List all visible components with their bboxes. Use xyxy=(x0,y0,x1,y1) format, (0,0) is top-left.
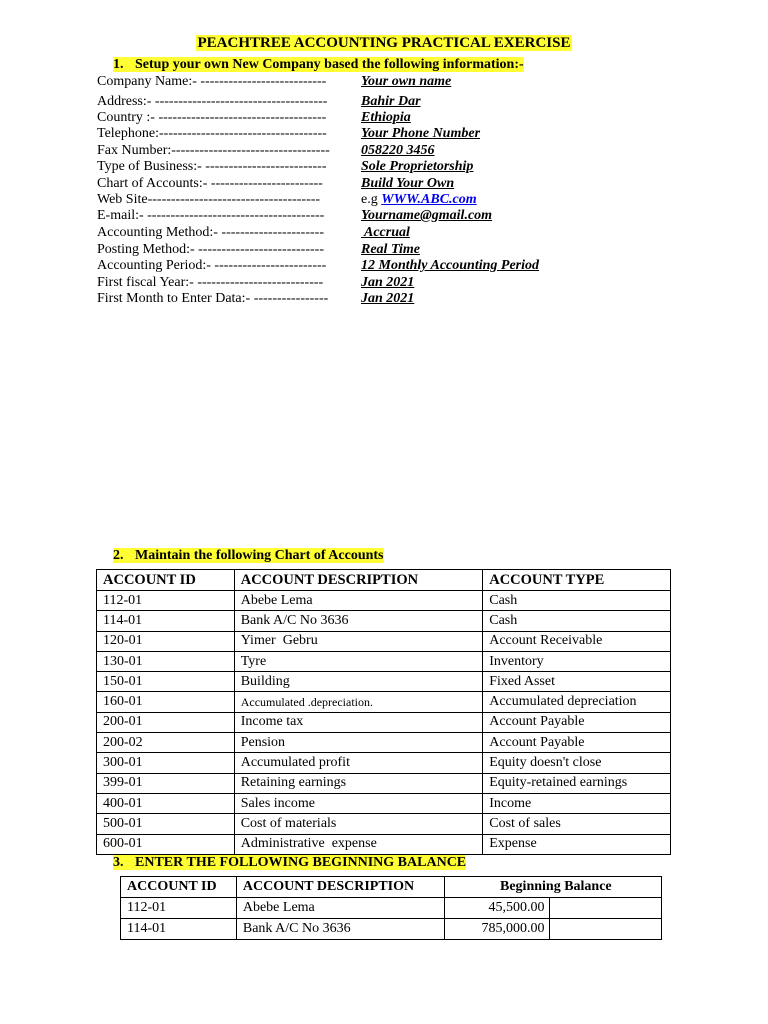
account-type-cell: Equity doesn't close xyxy=(483,753,671,773)
account-id-cell: 114-01 xyxy=(121,919,237,940)
account-description-cell: Abebe Lema xyxy=(234,591,483,611)
account-description-cell: Tyre xyxy=(234,651,483,671)
info-label: Posting Method:- --------------------------- xyxy=(97,242,324,257)
document-title-text: PEACHTREE ACCOUNTING PRACTICAL EXERCISE xyxy=(197,35,571,51)
column-header-account-type: ACCOUNT TYPE xyxy=(483,570,671,591)
account-id-cell: 200-01 xyxy=(97,712,235,732)
account-type-cell: Account Payable xyxy=(483,733,671,753)
account-id-cell: 120-01 xyxy=(97,631,235,651)
account-type-cell: Fixed Asset xyxy=(483,672,671,692)
account-description-cell: Accumulated .depreciation. xyxy=(234,692,483,712)
account-id-cell: 200-02 xyxy=(97,733,235,753)
account-id-cell: 112-01 xyxy=(121,898,237,919)
account-type-cell: Cash xyxy=(483,591,671,611)
balance-extra-cell xyxy=(550,919,662,940)
account-type-cell: Cost of sales xyxy=(483,814,671,834)
table-header-row xyxy=(97,570,671,591)
balance-extra-cell xyxy=(550,898,662,919)
account-id-cell: 150-01 xyxy=(97,672,235,692)
section-1-number: 1. xyxy=(113,57,124,72)
info-value: Your own name xyxy=(361,74,452,89)
table-row xyxy=(97,773,671,793)
column-header-account-description: ACCOUNT DESCRIPTION xyxy=(236,877,444,898)
account-description-cell: Administrative expense xyxy=(234,834,483,854)
table-row xyxy=(97,631,671,651)
table-row xyxy=(121,919,662,940)
account-type-cell: Inventory xyxy=(483,651,671,671)
info-label: Fax Number:---------------------------------- xyxy=(97,143,330,158)
account-description-cell: Retaining earnings xyxy=(234,773,483,793)
table-row xyxy=(97,672,671,692)
info-label: Address:- ------------------------------------- xyxy=(97,94,328,109)
info-value: Sole Proprietorship xyxy=(361,159,474,174)
account-description-cell: Sales income xyxy=(234,793,483,813)
info-value: Accrual xyxy=(361,225,410,240)
chart-of-accounts-table xyxy=(96,569,671,855)
info-value: Bahir Dar xyxy=(361,94,421,109)
info-label: Type of Business:- -------------------------- xyxy=(97,159,327,174)
info-label: Chart of Accounts:- ------------------------ xyxy=(97,176,323,191)
info-label: First fiscal Year:- --------------------------- xyxy=(97,275,324,290)
table-row xyxy=(97,692,671,712)
table-row xyxy=(97,733,671,753)
section-2-number: 2. xyxy=(113,548,124,563)
account-id-cell: 400-01 xyxy=(97,793,235,813)
account-type-cell: Account Payable xyxy=(483,712,671,732)
balance-amount-cell: 45,500.00 xyxy=(444,898,550,919)
info-value-prefix: e.g xyxy=(361,192,382,207)
table-row xyxy=(97,793,671,813)
info-value: Yourname@gmail.com xyxy=(361,208,493,223)
table-row xyxy=(97,834,671,854)
info-value: Ethiopia xyxy=(361,110,411,125)
account-description-cell: Abebe Lema xyxy=(236,898,444,919)
account-id-cell: 300-01 xyxy=(97,753,235,773)
account-description-cell: Cost of materials xyxy=(234,814,483,834)
info-value xyxy=(361,192,477,208)
section-3-number: 3. xyxy=(113,855,124,870)
balance-amount-cell: 785,000.00 xyxy=(444,919,550,940)
account-description-cell: Pension xyxy=(234,733,483,753)
account-description-cell: Bank A/C No 3636 xyxy=(234,611,483,631)
column-header-account-description: ACCOUNT DESCRIPTION xyxy=(234,570,483,591)
account-id-cell: 160-01 xyxy=(97,692,235,712)
info-value: Build Your Own xyxy=(361,176,455,191)
info-label: E-mail:- -------------------------------------- xyxy=(97,208,325,223)
table-row xyxy=(121,898,662,919)
account-description-cell: Yimer Gebru xyxy=(234,631,483,651)
beginning-balance-table xyxy=(120,876,662,940)
info-value: 12 Monthly Accounting Period xyxy=(361,258,540,273)
table-row xyxy=(97,712,671,732)
table-row xyxy=(97,591,671,611)
table-row xyxy=(97,651,671,671)
info-label: Country :- ------------------------------------ xyxy=(97,110,327,125)
section-1-heading-text: Setup your own New Company based the following information:- xyxy=(135,57,524,72)
info-value: Jan 2021 xyxy=(361,275,415,290)
account-description-cell: Accumulated profit xyxy=(234,753,483,773)
account-id-cell: 130-01 xyxy=(97,651,235,671)
account-description-cell: Building xyxy=(234,672,483,692)
website-link[interactable]: WWW.ABC.com xyxy=(381,192,477,207)
column-header-account-id: ACCOUNT ID xyxy=(97,570,235,591)
table-row xyxy=(97,611,671,631)
account-description-cell: Bank A/C No 3636 xyxy=(236,919,444,940)
table-row xyxy=(97,753,671,773)
info-label: Telephone:------------------------------------ xyxy=(97,126,327,141)
account-id-cell: 500-01 xyxy=(97,814,235,834)
account-description-cell: Income tax xyxy=(234,712,483,732)
document-title xyxy=(0,35,768,52)
info-value: 058220 3456 xyxy=(361,143,435,158)
account-type-cell: Equity-retained earnings xyxy=(483,773,671,793)
info-label: First Month to Enter Data:- ---------------- xyxy=(97,291,329,306)
account-type-cell: Income xyxy=(483,793,671,813)
account-type-cell: Cash xyxy=(483,611,671,631)
account-id-cell: 112-01 xyxy=(97,591,235,611)
column-header-account-id: ACCOUNT ID xyxy=(121,877,237,898)
info-value: Real Time xyxy=(361,242,420,257)
table-header-row xyxy=(121,877,662,898)
column-header-beginning-balance: Beginning Balance xyxy=(444,877,661,898)
section-2-heading xyxy=(113,548,384,564)
info-label: Web Site------------------------------------- xyxy=(97,192,321,207)
account-id-cell: 399-01 xyxy=(97,773,235,793)
table-row xyxy=(97,814,671,834)
section-3-heading xyxy=(113,855,466,871)
section-3-heading-text: ENTER THE FOLLOWING BEGINNING BALANCE xyxy=(135,855,467,870)
account-type-cell: Expense xyxy=(483,834,671,854)
info-value: Your Phone Number xyxy=(361,126,481,141)
info-label: Accounting Period:- ------------------------ xyxy=(97,258,327,273)
section-1-heading xyxy=(113,57,524,73)
account-id-cell: 114-01 xyxy=(97,611,235,631)
info-label: Company Name:- --------------------------- xyxy=(97,74,327,89)
account-type-cell: Accumulated depreciation xyxy=(483,692,671,712)
account-id-cell: 600-01 xyxy=(97,834,235,854)
info-label: Accounting Method:- ---------------------- xyxy=(97,225,324,240)
info-value: Jan 2021 xyxy=(361,291,415,306)
section-2-heading-text: Maintain the following Chart of Accounts xyxy=(135,548,384,563)
account-type-cell: Account Receivable xyxy=(483,631,671,651)
